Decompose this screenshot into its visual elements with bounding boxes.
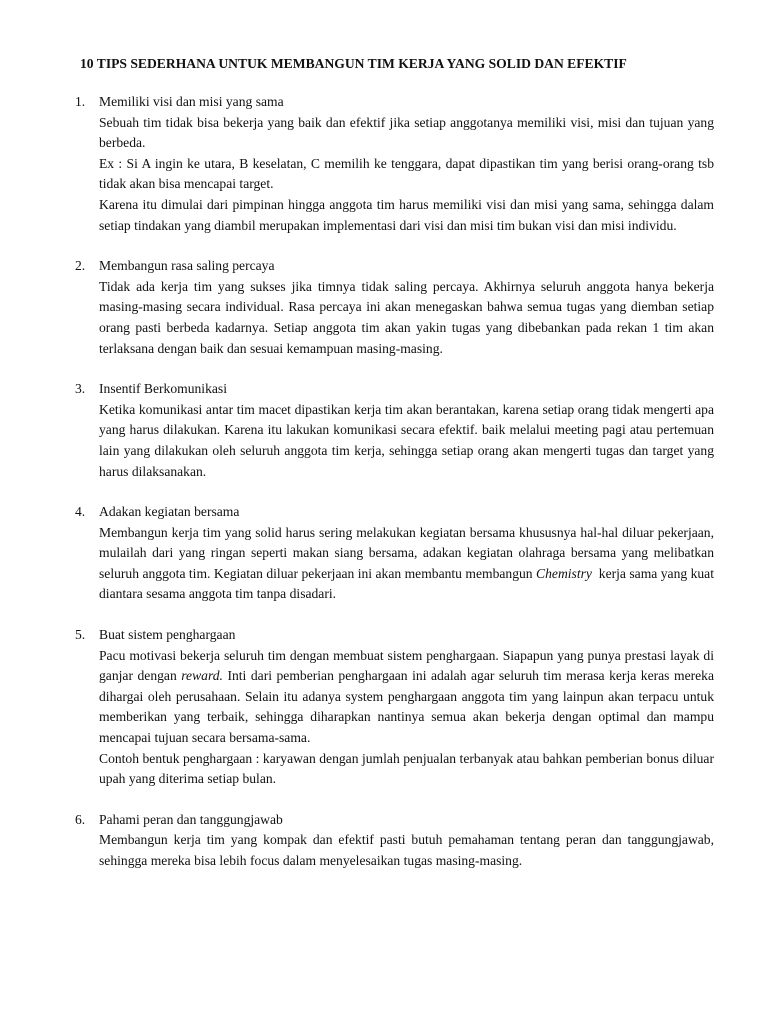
tip-paragraph: Tidak ada kerja tim yang sukses jika timnya tidak saling percaya. Akhirnya seluruh anggota hanya bekerja masing-masing secara individual. Rasa percaya ini akan menegaskan bahwa semua tugas yang diemban setiap orang pasti berbeda kadarnya. Setiap anggota tim akan yakin tugas yang dibebankan pada rekan 1 tim akan terlaksana dengan baik dan sesuai kemampuan masing-masing. [99, 278, 714, 356]
tips-list [75, 92, 718, 872]
emphasis-text: reward. [181, 668, 223, 684]
tip-number: 4. [75, 504, 86, 520]
text-run: Membangun kerja tim yang solid harus sering melakukan kegiatan bersama khususnya hal-hal diluar pekerjaan, mulailah dari yang ringan seperti makan siang bersama, adakan kegiatan olahraga bersama yang melibatkan seluruh anggota tim. Kegiatan diluar pekerjaan ini akan membantu membangun [99, 524, 714, 581]
tip-heading: Buat sistem penghargaan [99, 627, 236, 643]
tip-heading: Pahami peran dan tanggungjawab [99, 811, 283, 827]
tip-3 [77, 379, 714, 482]
tip-heading: Adakan kegiatan bersama [99, 504, 240, 520]
tip-paragraph [99, 523, 718, 605]
emphasis-text: Chemistry [536, 565, 592, 581]
tip-2 [77, 256, 714, 359]
tip-heading: Insentif Berkomunikasi [99, 381, 227, 397]
tip-number: 3. [75, 381, 86, 397]
tip-1 [77, 92, 714, 236]
tip-number: 1. [75, 94, 86, 109]
text-run: Inti dari pemberian penghargaan ini adalah agar seluruh tim merasa kerja keras mereka dihargai oleh perusahaan. Selain itu adanya system penghargaan anggota tim yang lainpun akan terpacu untuk memberikan yang terbaik, sehingga diharapkan nantinya semua akan bekerja dengan optimal dan mampu mencapai tujuan secara bersama-sama. [99, 668, 714, 746]
tip-paragraph: Ketika komunikasi antar tim macet dipastikan kerja tim akan berantakan, karena setiap orang tidak mengerti apa yang harus dilakukan. Karena itu lakukan komunikasi secara efektif. baik melalui meeting pagi atau pertemuan lain yang dilakukan oleh seluruh anggota tim kerja, sehingga setiap orang akan mengerti tugas dan target yang harus dilaksanakan. [99, 401, 714, 479]
tip-number: 6. [75, 811, 86, 827]
tip-number: 5. [75, 627, 86, 643]
text-run: kerja sama yang kuat diantara sesama anggota tim tanpa disadari. [99, 565, 718, 602]
tip-6 [77, 810, 714, 872]
tip-heading: Memiliki visi dan misi yang sama [99, 94, 284, 109]
tip-paragraph [99, 646, 714, 749]
document-title: 10 TIPS SEDERHANA UNTUK MEMBANGUN TIM KERJA YANG SOLID DAN EFEKTIF [80, 56, 627, 71]
tip-paragraph: Sebuah tim tidak bisa bekerja yang baik dan efektif jika setiap anggotanya memiliki visi, misi dan tujuan yang berbeda. [99, 114, 714, 151]
tip-4 [75, 502, 718, 605]
tip-paragraph: Ex : Si A ingin ke utara, B keselatan, C memilih ke tenggara, dapat dipastikan tim yang berisi orang-orang tsb tidak akan bisa mencapai target. [99, 155, 714, 192]
tip-paragraph: Contoh bentuk penghargaan : karyawan dengan jumlah penjualan terbanyak atau bahkan pemberian bonus diluar upah yang diterima setiap bulan. [99, 750, 714, 787]
tip-5 [77, 625, 714, 790]
tip-heading: Membangun rasa saling percaya [99, 258, 275, 274]
tip-paragraph: Karena itu dimulai dari pimpinan hingga anggota tim harus memiliki visi dan misi yang sama, sehingga dalam setiap tindakan yang diambil merupakan implementasi dari visi dan misi tim bukan visi dan misi individu. [99, 196, 714, 233]
tip-paragraph: Membangun kerja tim yang kompak dan efektif pasti butuh pemahaman tentang peran dan tanggungjawab, sehingga mereka bisa lebih focus dalam menyelesaikan tugas masing-masing. [99, 832, 714, 868]
tip-number: 2. [75, 258, 86, 274]
text-run: Pacu motivasi bekerja seluruh tim dengan membuat sistem penghargaan. Siapapun yang punya prestasi layak di ganjar dengan [99, 647, 714, 684]
